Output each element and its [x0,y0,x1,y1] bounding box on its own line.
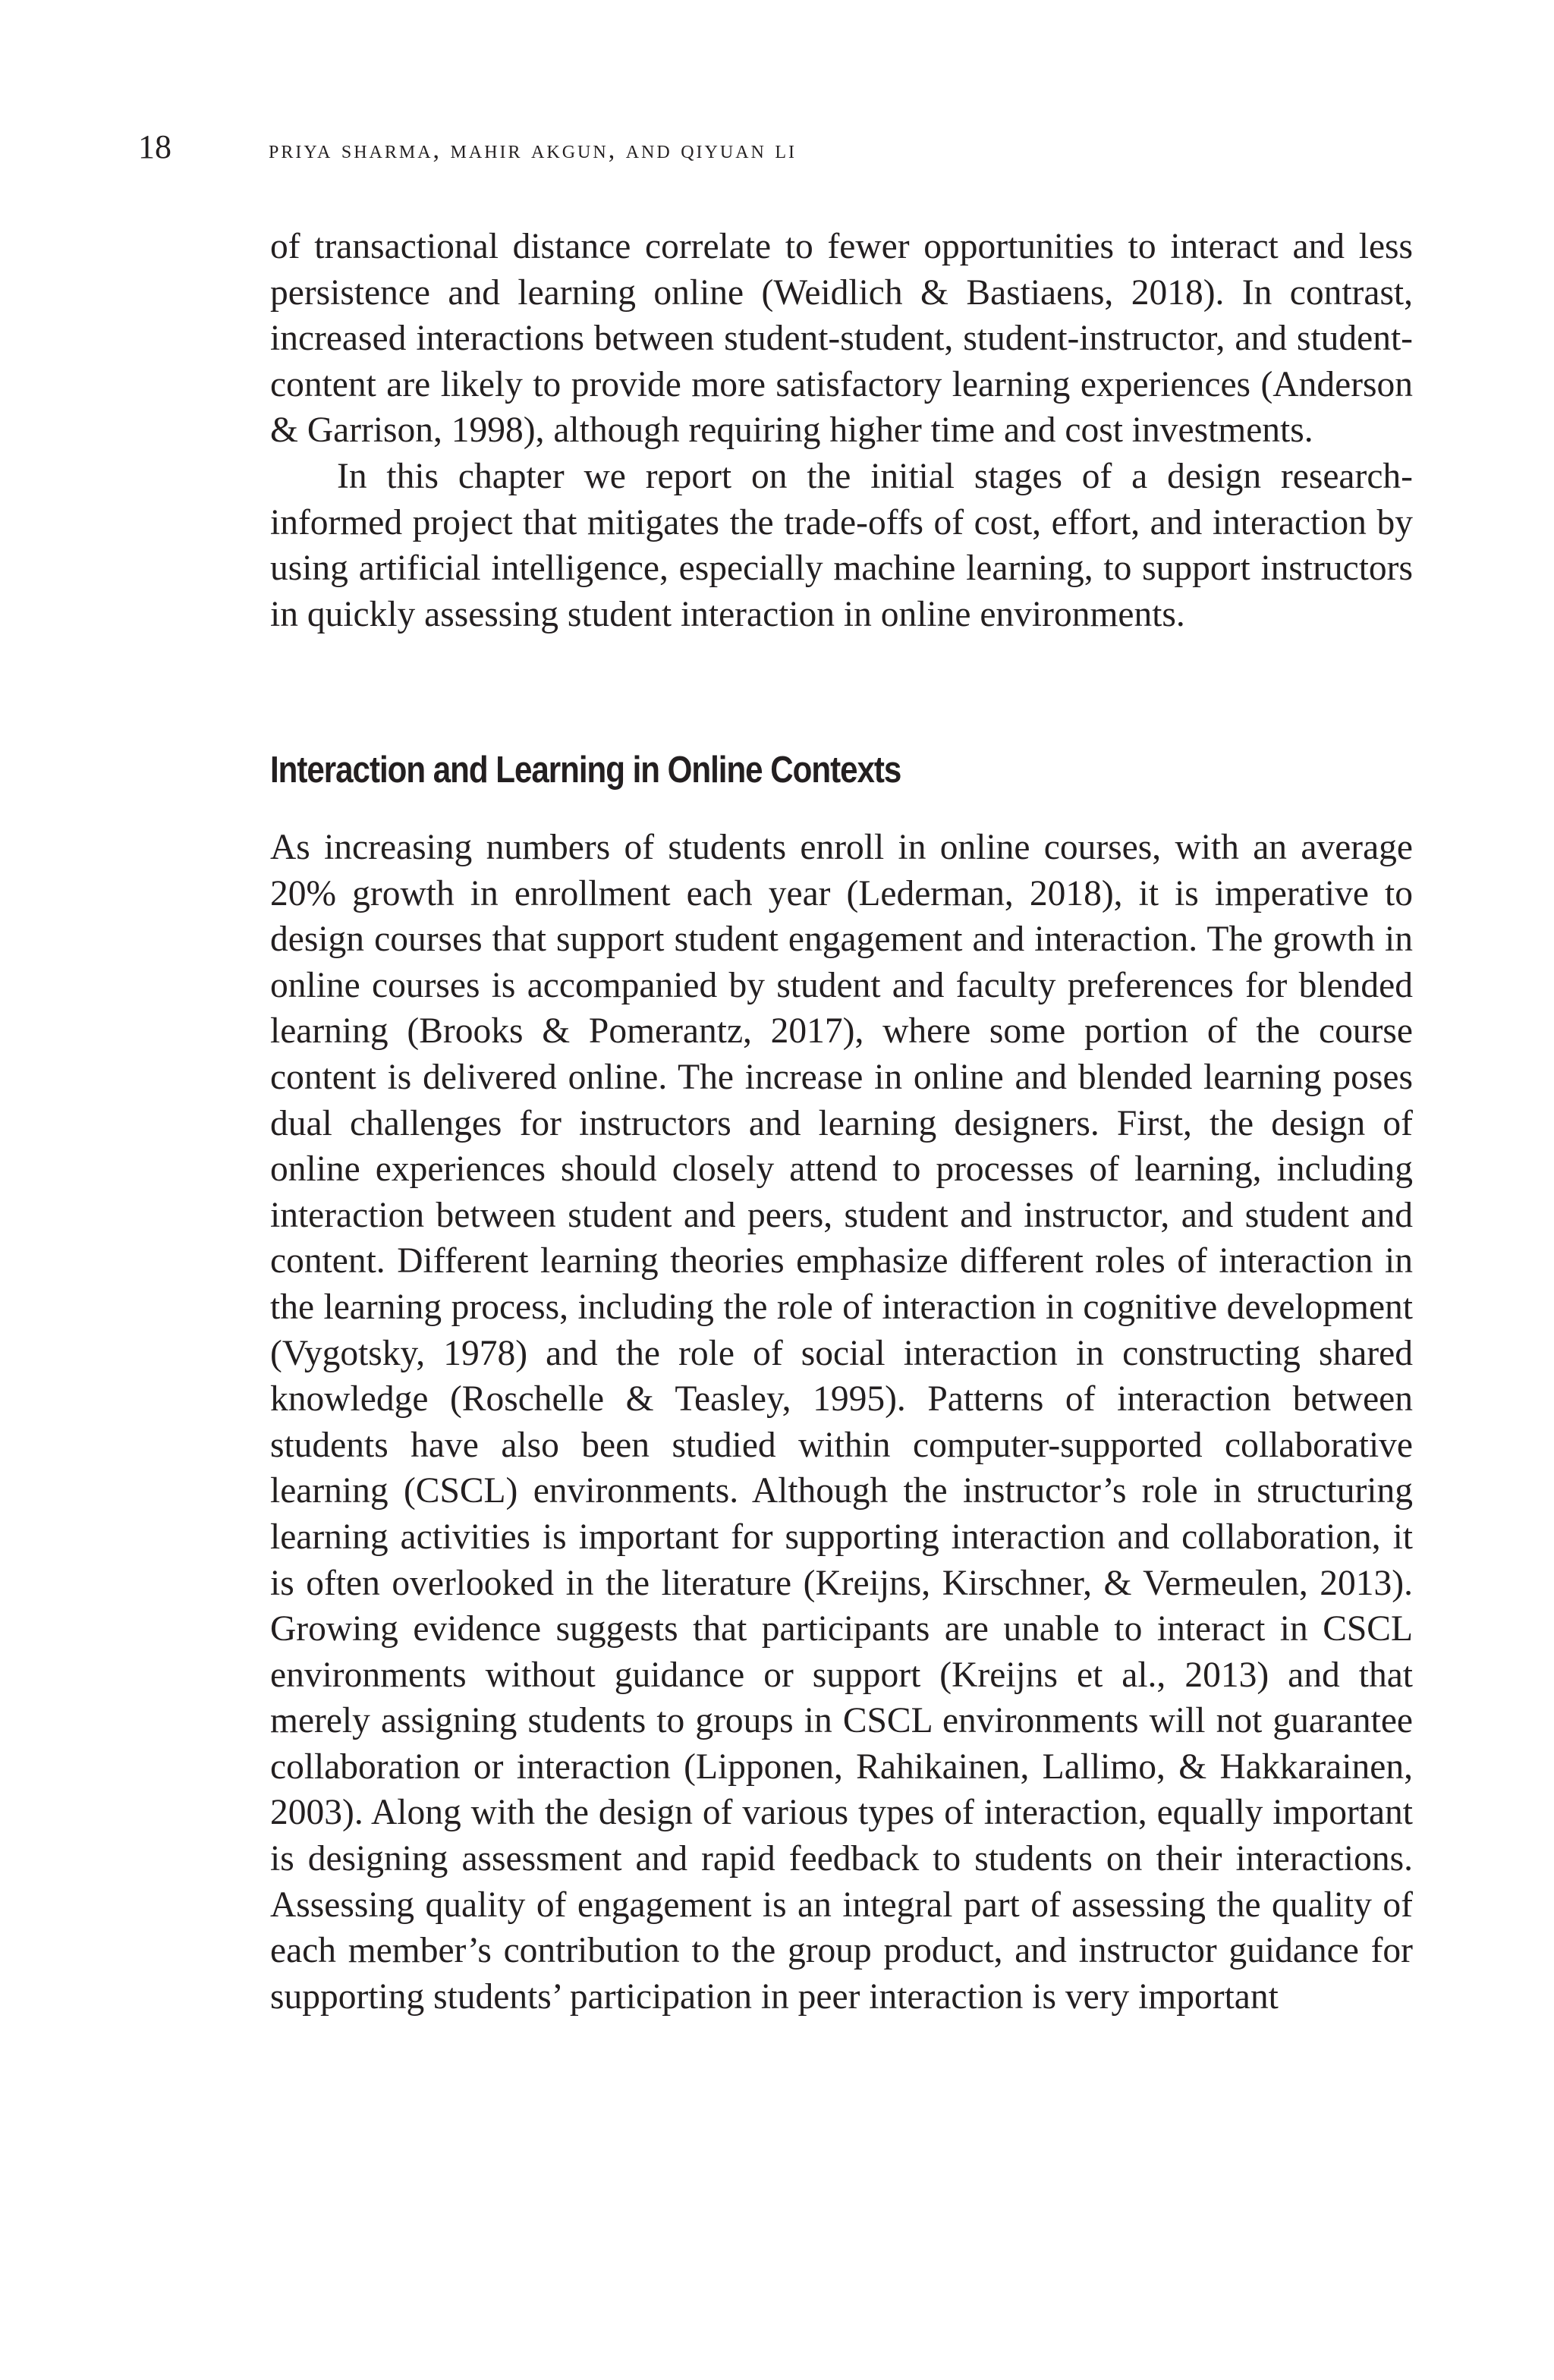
body-text-section [270,825,1413,2020]
section-heading: Interaction and Learning in Online Contexts [270,750,901,791]
running-head: priya sharma, mahir akgun, and qiyuan li [269,136,797,164]
paragraph-chapter-intro: In this chapter we report on the initial stages of a design research-informed project that mitigates the trade-offs of cost, effort, and interaction by using artificial intelligence, especially machine learning, to support instructors in quickly assessing student interaction in online environments. [270,456,1413,634]
paragraph-continued: of transactional distance correlate to fewer opportunities to interact and less persistence and learning online (Weidlich & Bastiaens, 2018). In contrast, increased interactions between student-student, student-instructor, and student-content are likely to provide more satisfactory learning experiences (Anderson & Garrison, 1998), although requiring higher time and cost investments. [270,227,1413,451]
body-text-top [270,224,1413,637]
paragraph-section-body: As increasing numbers of students enroll in online courses, with an average 20% growth in enrollment each year (Lederman, 2018), it is imperative to design courses that support student engagement and interaction. The growth in online courses is accompanied by student and faculty preferences for blended learning (Brooks & Pomerantz, 2017), where some portion of the course content is delivered online. The increase in online and blended learning poses dual challenges for instructors and learning designers. First, the design of online experiences should closely attend to processes of learning, including interaction between student and peers, student and instructor, and student and content. Different learning theories emphasize different roles of interaction in the learning process, including the role of interaction in cognitive development (Vygotsky, 1978) and the role of social interaction in constructing shared knowledge (Roschelle & Teasley, 1995). Patterns of interaction between students have also been studied within computer-supported collaborative learning (CSCL) environments. Although the instructor’s role in structuring learning activities is important for supporting interaction and collaboration, it is often overlooked in the literature (Kreijns, Kirschner, & Vermeulen, 2013). Growing evidence suggests that participants are unable to interact in CSCL environments without guidance or support (Kreijns et al., 2013) and that merely assigning students to groups in CSCL environments will not guarantee collaboration or interaction (Lipponen, Rahikainen, Lallimo, & Hakkarainen, 2003). Along with the design of various types of interaction, equally important is designing assessment and rapid feedback to students on their interactions. Assessing quality of engagement is an integral part of assessing the quality of each member’s contribution to the group product, and instructor guidance for supporting students’ participation in peer interaction is very important [270,828,1413,2017]
page-number: 18 [138,128,171,165]
